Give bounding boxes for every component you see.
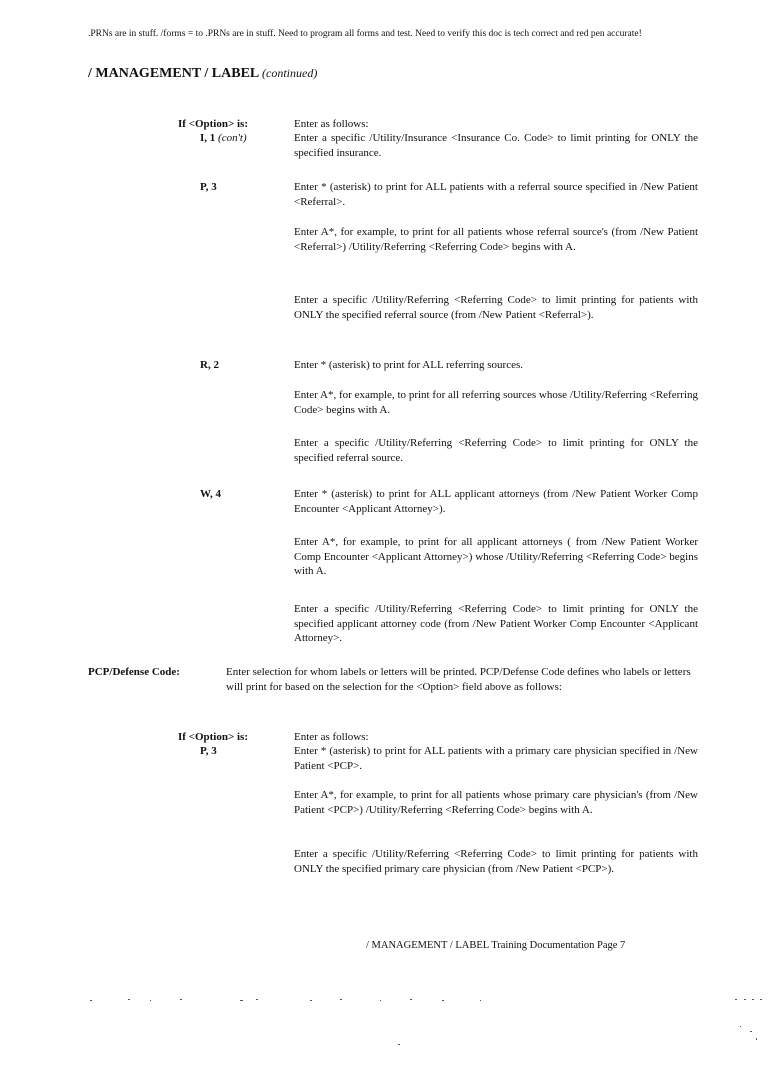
pcp-defense-code-label: PCP/Defense Code: (88, 666, 180, 678)
option-paragraph: Enter a specific /Utility/Referring <Referring Code> to limit printing for ONLY the specified applicant attorney code (from /New Patient Worker Comp Encounter <Applicant Attorney>. (294, 603, 698, 644)
enter-as-follows-label: Enter as follows: (294, 731, 369, 743)
option-if-label: If <Option> is: (178, 118, 248, 130)
option-paragraph: Enter a specific /Utility/Referring <Referring Code> to limit printing for ONLY the specified referral source. (294, 437, 698, 464)
heading-continued: (continued) (262, 66, 318, 80)
enter-as-follows-label: Enter as follows: (294, 118, 369, 130)
scan-noise (80, 996, 770, 1056)
option-paragraph: Enter A*, for example, to print for all patients whose primary care physician's (from /New Patient <PCP>) /Utility/Referring <Referring Code> begins with A. (294, 789, 698, 816)
option-paragraph: Enter a specific /Utility/Insurance <Insurance Co. Code> to limit printing for ONLY the specified insurance. (294, 132, 698, 159)
option-paragraph: Enter * (asterisk) to print for ALL referring sources. (294, 359, 523, 371)
option-paragraph: Enter A*, for example, to print for all applicant attorneys ( from /New Patient Worker Comp Encounter <Applicant Attorney>) whose /Utility/Referring <Referring Code> begins with A. (294, 536, 698, 577)
page-footer: / MANAGEMENT / LABEL Training Documentation Page 7 (366, 940, 626, 951)
option-if-label: If <Option> is: (178, 731, 248, 743)
heading-title: / MANAGEMENT / LABEL (88, 66, 259, 81)
pcp-defense-code-description: Enter selection for whom labels or letters will be printed. PCP/Defense Code defines who labels or letters will print for based on the selection for the <Option> field above as follows: (226, 666, 691, 693)
option-paragraph: Enter a specific /Utility/Referring <Referring Code> to limit printing for patients with ONLY the specified referral source (from /New Patient <Referral>). (294, 294, 698, 321)
option-key: P, 3 (200, 181, 217, 193)
section-heading (88, 66, 317, 82)
staff-note: .PRNs are in stuff. /forms = to .PRNs are in stuff. Need to program all forms and test. Need to verify this doc is tech correct and red pen accurate! (88, 29, 642, 39)
option-paragraph: Enter * (asterisk) to print for ALL patients with a referral source specified in /New Patient <Referral>. (294, 181, 698, 208)
option-paragraph: Enter A*, for example, to print for all referring sources whose /Utility/Referring <Referring Code> begins with A. (294, 389, 698, 416)
option-key: R, 2 (200, 359, 219, 371)
option-paragraph: Enter a specific /Utility/Referring <Referring Code> to limit printing for patients with ONLY the specified primary care physician (from /New Patient <PCP>). (294, 848, 698, 875)
option-paragraph: Enter * (asterisk) to print for ALL patients with a primary care physician specified in /New Patient <PCP>. (294, 745, 698, 772)
option-paragraph: Enter * (asterisk) to print for ALL applicant attorneys (from /New Patient Worker Comp Encounter <Applicant Attorney>). (294, 488, 698, 515)
option-key: P, 3 (200, 745, 217, 757)
option-paragraph: Enter A*, for example, to print for all patients whose referral source's (from /New Patient <Referral>) /Utility/Referring <Referring Code> begins with A. (294, 226, 698, 253)
option-key: W, 4 (200, 488, 221, 500)
option-key: I, 1 (con't) (200, 132, 247, 144)
